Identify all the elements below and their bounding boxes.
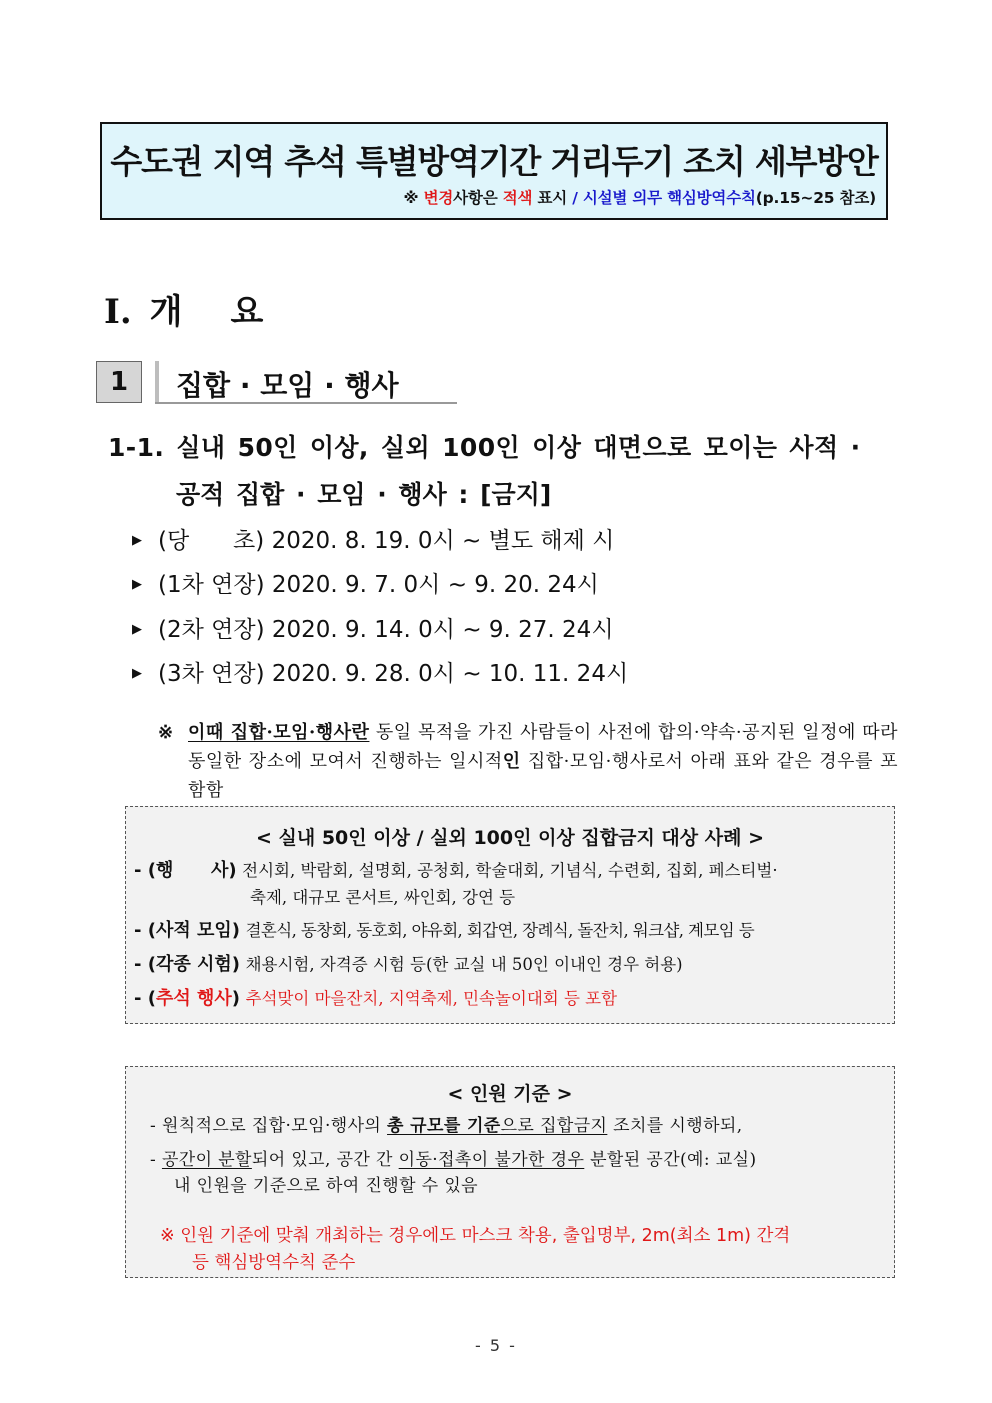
subsection-number: 1	[96, 361, 142, 403]
criteria-text: 되어 있고, 공간 간	[251, 1150, 399, 1170]
period-range: 2020. 9. 14. 0시 ~ 9. 27. 24시	[271, 617, 614, 643]
criteria-text: -	[150, 1150, 162, 1170]
case-row-continued	[250, 884, 884, 912]
subsection-underline	[155, 402, 457, 404]
triangle-bullet-icon: ▶	[132, 622, 142, 637]
page-number: - 5 -	[475, 1336, 517, 1355]
case-content: 결혼식, 동창회, 동호회, 야유회, 회갑연, 장례식, 돌잔치, 워크샵, 계모임 등	[245, 921, 755, 940]
note-text-2: 집합·모임·행사로서 아래 표와 같은 경우를 포함함	[188, 751, 898, 801]
shown-word: 표시	[537, 189, 567, 207]
subsection-title: 집합 · 모임 · 행사	[176, 369, 399, 402]
document-title: 수도권 지역 추석 특별방역기간 거리두기 조치 세부방안	[110, 142, 878, 181]
red-word: 적색	[502, 189, 533, 207]
page-ref: (p.15~25 참조)	[755, 189, 876, 207]
subsection-divider	[155, 361, 159, 403]
cases-box-title: < 실내 50인 이상 / 실외 100인 이상 집합금지 대상 사례 >	[255, 827, 764, 849]
criteria-box-title: < 인원 기준 >	[447, 1083, 573, 1105]
period-range: 2020. 9. 28. 0시 ~ 10. 11. 24시	[271, 661, 629, 687]
triangle-bullet-icon: ▶	[132, 666, 142, 681]
criteria-text: 내 인원을 기준으로 하여 진행할 수 있음	[174, 1176, 478, 1196]
period-row	[132, 522, 614, 555]
criteria-note-line1: ※ 인원 기준에 맞춰 개최하는 경우에도 마스크 착용, 출입명부, 2m(최소 1m) 간격	[160, 1226, 791, 1246]
changed-word: 변경	[423, 189, 454, 207]
case-content: 추석맞이 마을잔치, 지역축제, 민속놀이대회 등 포함	[245, 989, 618, 1008]
case-content: 채용시험, 자격증 시험 등(한 교실 내 50인 이내인 경우 허용)	[245, 955, 683, 974]
triangle-bullet-icon: ▶	[132, 533, 142, 548]
criteria-emphasis: 총 규모를 기준	[387, 1116, 501, 1136]
period-label: (당 초)	[158, 528, 265, 554]
note-emphasis-2: 인	[502, 751, 521, 772]
case-content: 축제, 대규모 콘서트, 싸인회, 강연 등	[250, 888, 516, 907]
criteria-underlined: 이동·접촉이 불가한 경우	[398, 1150, 585, 1170]
criteria-note	[160, 1223, 884, 1277]
definition-note	[158, 718, 898, 805]
period-row	[132, 611, 614, 644]
prohibited-cases-box	[125, 806, 895, 1024]
period-label: (2차 연장)	[158, 617, 265, 643]
period-label: (1차 연장)	[158, 572, 265, 598]
criteria-text: 으로	[500, 1116, 541, 1136]
case-label-post: )	[231, 988, 241, 1009]
criteria-underlined: 공간이 분할	[161, 1150, 252, 1170]
case-row	[134, 985, 884, 1013]
section-heading	[104, 284, 263, 333]
case-row	[134, 857, 884, 885]
title-subnote	[404, 186, 876, 208]
case-label: - (사적 모임)	[134, 920, 241, 941]
case-label: - (행 사)	[134, 860, 237, 881]
changed-suffix: 사항은	[453, 189, 498, 207]
period-range: 2020. 8. 19. 0시 ~ 별도 해제 시	[271, 528, 615, 554]
criteria-row	[150, 1111, 884, 1141]
criteria-text: 조치를 시행하되,	[607, 1116, 743, 1136]
case-label-pre: - (	[134, 988, 156, 1009]
case-label: - (각종 시험)	[134, 954, 241, 975]
period-label: (3차 연장)	[158, 661, 265, 687]
heading-1-1-line2: 공적 집합 · 모임 · 행사 : [금지]	[176, 480, 552, 509]
note-mark: ※	[403, 189, 419, 207]
criteria-text: - 원칙적으로 집합·모임·행사의	[150, 1116, 388, 1136]
facility-rules: 시설별 의무 핵심방역수칙	[582, 189, 756, 207]
note-text-1: 동일 목적을 가진 사람들이 사전에 합의·약속·공지된 일정에 따라 동일한 장소에 모여서 진행하는 일시적	[188, 722, 898, 772]
criteria-row-continued	[174, 1171, 884, 1201]
section-roman: Ⅰ.	[104, 292, 132, 332]
criteria-note-line2: 등 핵심방역수칙 준수	[192, 1253, 356, 1273]
triangle-bullet-icon: ▶	[132, 577, 142, 592]
section-word2: 요	[230, 292, 264, 332]
note-mark: ※	[158, 722, 174, 743]
period-row	[132, 655, 628, 688]
case-row	[134, 917, 884, 945]
heading-1-1-line1: 1-1. 실내 50인 이상, 실외 100인 이상 대면으로 모이는 사적 ·	[108, 433, 861, 462]
case-label-red: 추석 행사	[155, 988, 232, 1009]
slash: /	[572, 189, 578, 207]
criteria-text: 분할된 공간(예: 교실)	[584, 1150, 757, 1170]
case-content: 전시회, 박람회, 설명회, 공청회, 학술대회, 기념식, 수련회, 집회, 페스티벌·	[242, 861, 778, 880]
section-word1: 개	[149, 292, 183, 332]
note-emphasis: 이때 집합·모임·행사란	[188, 722, 370, 743]
headcount-criteria-box	[125, 1066, 895, 1278]
period-range: 2020. 9. 7. 0시 ~ 9. 20. 24시	[271, 572, 599, 598]
title-box	[100, 122, 888, 220]
criteria-underlined: 집합금지	[540, 1116, 608, 1136]
period-row	[132, 566, 599, 599]
case-row	[134, 951, 884, 979]
